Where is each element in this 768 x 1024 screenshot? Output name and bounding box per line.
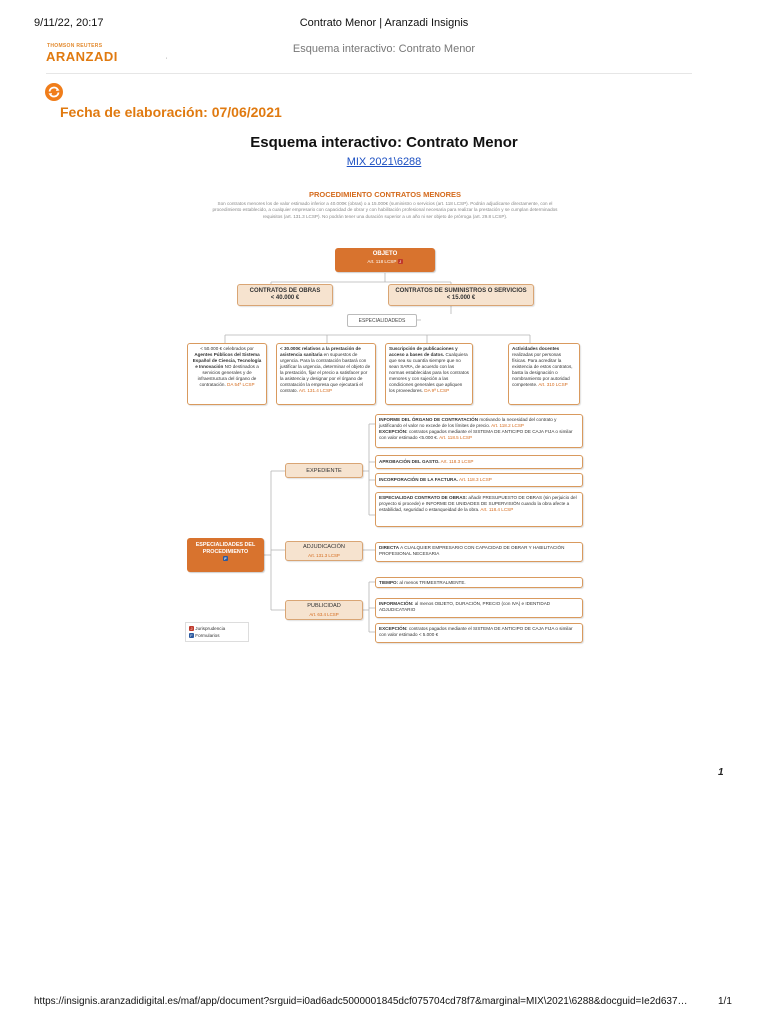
exp-bold: APROBACIÓN DEL GASTO.: [379, 459, 440, 464]
jurisprudencia-icon: J: [190, 626, 193, 632]
exp-ref-link[interactable]: Art. 118.5 LCSP: [439, 435, 473, 440]
pub-bold: INFORMACIÓN:: [379, 601, 414, 606]
schema-title: PROCEDIMIENTO CONTRATOS MENORES: [308, 190, 462, 199]
exp-bold: ESPECIALIDAD CONTRATO DE OBRAS:: [379, 495, 468, 500]
legend-item-formularios: [189, 632, 245, 639]
formularios-icon[interactable]: F: [224, 556, 227, 562]
spec-ref-link[interactable]: DA 54ª LCSP: [227, 382, 255, 387]
schema-diagram: [175, 178, 595, 648]
aranzadi-logo[interactable]: ARANZADI: [46, 49, 118, 64]
document-title: Esquema interactivo: Contrato Menor: [250, 134, 518, 151]
exp-ref-link[interactable]: Art. 118.3 LCSP: [440, 459, 474, 464]
publicidad-box: [285, 600, 363, 620]
exp-item-obras: [375, 492, 583, 527]
formularios-icon: F: [190, 633, 193, 639]
print-datetime: 9/11/22, 20:17: [34, 17, 104, 29]
spec-text: NO destinados a servicios generales y de infraestructura del órgano de contratación.: [197, 364, 259, 387]
objeto-label: OBJETO: [372, 251, 398, 257]
exp-item-informe: [375, 414, 583, 448]
schema-intro: Son contratos menores los de valor estimado inferior a 40.000€ (obras) o a 15.000€ (suministro o servicios (art. 118 LCSP). Podrán adjudicarse directamente, con el procedimiento establecido, a cualquier empresario con capacidad de obrar y con habilitación profesional necesaria para realizar la prestación y se cumplan determinados requisitos (art. 131.3 LCSP). No podrán tener una duración superior a un año ni ser objeto de prórroga (art. 29.8 LCSP).: [212, 201, 558, 219]
expediente-box: EXPEDIENTE: [285, 463, 363, 478]
especialidades-procedimiento-label: ESPECIALIDADES DEL PROCEDIMIENTO: [195, 542, 256, 555]
spec-bold: Actividades docentes: [512, 346, 560, 351]
contratos-suministros-value: < 15.000 €: [446, 295, 476, 301]
refresh-icon[interactable]: [44, 82, 64, 102]
objeto-ref[interactable]: Art. 118 LCSP: [367, 259, 397, 264]
pub-text: contratos pagados mediante el SISTEMA DE ANTICIPO DE CAJA FIJA o similar con valor estimado < 5.000 €: [379, 626, 573, 637]
pub-text: al menos TRIMESTRALMENTE.: [399, 580, 466, 585]
legend-label: Jurisprudencia: [195, 626, 226, 631]
adjudicacion-box: [285, 541, 363, 561]
exp-ref-link[interactable]: Art. 118.2 LCSP: [491, 423, 524, 428]
legend-item-jurisprudencia: [189, 625, 245, 632]
pub-text: al menos OBJETO, DURACIÓN, PRECIO (con IVA) e IDENTIDAD ADJUDICATARIO: [379, 601, 551, 612]
spec-ref-link[interactable]: Art. 131.4 LCSP: [298, 388, 333, 393]
print-page-title: Contrato Menor | Aranzadi Insignis: [299, 17, 469, 29]
pub-bold: EXCEPCIÓN:: [379, 626, 408, 631]
contratos-obras-value: < 40.000 €: [270, 295, 300, 301]
pub-item-excepcion: [375, 623, 583, 643]
page-number: 1: [718, 767, 724, 778]
spec-box-publicaciones: [385, 343, 473, 405]
spec-box-agentes: [187, 343, 267, 405]
exp-text: motivando la necesidad del contrato y justificando el valor no excede de los límites de precio.: [379, 417, 557, 428]
spec-text: Cualquiera que sea su cuantía siempre que no sean SARA, de acuerdo con las normas establecidas para los contratos menores y con sujeción a las condiciones generales que apliquen los proveedores.: [389, 352, 469, 393]
exp-item-aprobacion: [375, 455, 583, 469]
contratos-suministros-box: [388, 284, 534, 306]
exp-ref-link[interactable]: Art. 118.3 LCSP: [458, 477, 492, 482]
header-title: Esquema interactivo: Contrato Menor: [292, 43, 476, 55]
footer-page-count: 1/1: [718, 996, 732, 1007]
contratos-obras-box: [237, 284, 333, 306]
exp-bold: EXCEPCIÓN:: [379, 429, 408, 434]
adj-bold: DIRECTA: [379, 545, 400, 550]
especialidades-label: ESPECIALIDADEDS: [347, 314, 417, 327]
legend-label: Formularios: [195, 633, 220, 638]
pub-item-tiempo: [375, 577, 583, 588]
exp-item-factura: [375, 473, 583, 487]
spec-box-docentes: [508, 343, 580, 405]
spec-ref-link[interactable]: DA 9ª LCSP: [424, 388, 450, 393]
adj-text: A CUALQUIER EMPRESARIO CON CAPACIDAD DE OBRAR Y HABILITACIÓN PROFESIONAL NECESARIA: [379, 545, 565, 556]
exp-ref-link[interactable]: Art. 118.4 LCSP: [480, 507, 514, 512]
adj-item-directa: [375, 542, 583, 562]
footer-url: https://insignis.aranzadidigital.es/maf/app/document?srguid=i0ad6adc5000001845dcf075704cd78f7&marginal=MIX\2021\6288&docguid=Ie2d637…: [34, 996, 688, 1007]
exp-bold: INCORPORACIÓN DE LA FACTURA.: [379, 477, 458, 482]
especialidades-procedimiento-box[interactable]: [187, 538, 264, 572]
marginal-link[interactable]: MIX 2021\6288: [346, 156, 422, 168]
adjudicacion-label: ADJUDICACIÓN: [303, 544, 345, 550]
spec-bold: < 30.000€ relativos a la prestación de asistencia sanitaria: [280, 346, 361, 357]
contratos-obras-label: CONTRATOS DE OBRAS: [249, 288, 321, 294]
exp-bold: INFORME DEL ÓRGANO DE CONTRATACIÓN: [379, 417, 479, 422]
contratos-suministros-label: CONTRATOS DE SUMINISTROS O SERVICIOS: [395, 288, 527, 294]
jurisprudencia-icon[interactable]: J: [399, 259, 402, 265]
spec-bold: Suscripción de publicaciones y acceso a bases de datos.: [389, 346, 458, 357]
spec-box-sanitaria: [276, 343, 376, 405]
brand-tagline: THOMSON REUTERS: [47, 43, 103, 49]
adjudicacion-ref[interactable]: Art. 131.3 LCSP: [308, 552, 340, 558]
spec-ref-link[interactable]: Art. 310 LCSP: [538, 382, 568, 387]
fecha-elaboracion: Fecha de elaboración: 07/06/2021: [60, 104, 282, 120]
brand-mark: ': [166, 58, 168, 64]
pub-bold: TIEMPO:: [379, 580, 399, 585]
header-divider: [46, 73, 692, 74]
objeto-box[interactable]: [335, 248, 435, 272]
spec-bold: Agentes Públicos del Sistema Español de Ciencia, Tecnología e Innovación: [192, 352, 262, 369]
publicidad-ref[interactable]: Art. 63.4 LCSP: [309, 611, 339, 617]
spec-text: realizadas por personas físicas. Para acreditar la existencia de estos contratos, basta la designación o nombramiento por autoridad competente.: [512, 352, 573, 387]
legend: [185, 622, 249, 642]
spec-text: < 50.000 € celebrados por: [200, 346, 254, 351]
publicidad-label: PUBLICIDAD: [307, 603, 341, 609]
exp-text: añadir PRESUPUESTO DE OBRAS (sin perjuicio del proyecto si procede) e INFORME DE UNIDADES DE SUPERVISIÓN cuando la obra afecte a estabilidad, seguridad o estanqueidad de la obra.: [379, 495, 577, 512]
spec-text: en supuestos de urgencia. Para la contratación bastará con justificar la urgencia, determinar el objeto de la prestación, fijar el precio a satisfacer por la asistencia y designar por el órgano de contratación la empresa que ejecutará el contrato.: [280, 352, 371, 393]
pub-item-informacion: [375, 598, 583, 618]
exp-text: contratos pagados mediante el SISTEMA DE ANTICIPO DE CAJA FIJA o similar con valor estimado <5.000 €.: [379, 429, 573, 440]
